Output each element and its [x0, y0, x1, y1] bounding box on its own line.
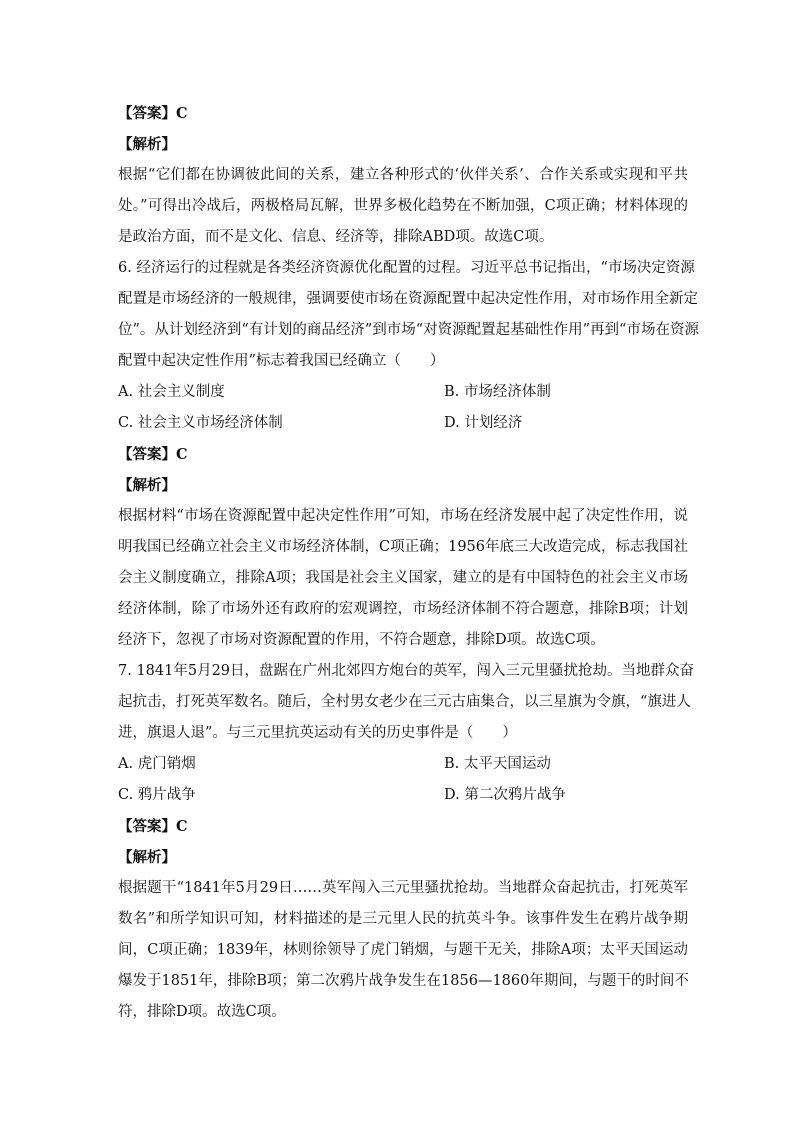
q6-analysis-line: 会主义制度确立，排除A项；我国是社会主义国家，建立的是有中国特色的社会主义市场: [118, 570, 688, 586]
q7-answer: 【答案】C: [118, 818, 188, 835]
q7-option-b: B. 太平天国运动: [444, 756, 551, 772]
q6-stem-line: 配置中起决定性作用”标志着我国已经确立（ ）: [118, 353, 445, 369]
q5-analysis-line: 是政治方面，而不是文化、信息、经济等，排除ABD项。故选C项。: [118, 229, 554, 245]
q6-analysis-label: 【解析】: [118, 477, 176, 494]
q7-analysis-line: 间，C项正确；1839年，林则徐领导了虎门销烟，与题干无关，排除A项；太平天国运动: [118, 942, 688, 958]
q7-options-row: [118, 749, 688, 780]
q6-stem-line: 位”。从计划经济到“有计划的商品经济”到市场“对资源配置起基础性作用”再到“市场在资源: [118, 322, 699, 338]
q6-options-row: [118, 377, 688, 408]
q7-option-d: D. 第二次鸦片战争: [444, 787, 566, 803]
q6-option-b: B. 市场经济体制: [444, 384, 551, 400]
q7-analysis-line: 符，排除D项。故选C项。: [118, 1004, 286, 1020]
q7-option-a: A. 虎门销烟: [118, 756, 196, 772]
q7-stem-line: 进，旗退人退”。与三元里抗英运动有关的历史事件是（ ）: [118, 725, 517, 741]
q7-analysis-line: 根据题干“1841年5月29日……英军闯入三元里骚扰抢劫。当地群众奋起抗击，打死英军: [118, 880, 688, 896]
q7-stem-line: 起抗击，打死英军数名。随后，全村男女老少在三元古庙集合，以三星旗为令旗，“旗进人: [118, 694, 691, 710]
q6-stem-line: 6. 经济运行的过程就是各类经济资源优化配置的过程。习近平总书记指出，“市场决定资源: [118, 260, 695, 276]
q7-stem-line: 7. 1841年5月29日，盘踞在广州北郊四方炮台的英军，闯入三元里骚扰抢劫。当地群众奋: [118, 663, 695, 679]
q6-option-c: C. 社会主义市场经济体制: [118, 415, 283, 431]
q7-options-row: [118, 780, 688, 811]
q6-options-row: [118, 408, 688, 439]
q6-option-d: D. 计划经济: [444, 415, 523, 431]
q7-analysis-label: 【解析】: [118, 849, 176, 866]
q7-analysis-line: 爆发于1851年，排除B项；第二次鸦片战争发生在1856—1860年期间，与题干的时间不: [118, 973, 689, 989]
q6-analysis-line: 经济下，忽视了市场对资源配置的作用，不符合题意，排除D项。故选C项。: [118, 632, 605, 648]
q6-answer: 【答案】C: [118, 446, 188, 463]
q5-analysis-line: 根据“它们都在协调彼此间的关系，建立各种形式的‘伙伴关系’、合作关系或实现和平共: [118, 167, 688, 183]
q6-analysis-line: 明我国已经确立社会主义市场经济体制，C项正确；1956年底三大改造完成，标志我国社: [118, 539, 688, 555]
q6-analysis-line: 根据材料“市场在资源配置中起决定性作用”可知，市场在经济发展中起了决定性作用，说: [118, 508, 688, 524]
q6-stem-line: 配置是市场经济的一般规律，强调要使市场在资源配置中起决定性作用，对市场作用全新定: [118, 291, 698, 307]
q6-analysis-line: 经济体制，除了市场外还有政府的宏观调控，市场经济体制不符合题意，排除B项；计划: [118, 601, 688, 617]
q7-option-c: C. 鸦片战争: [118, 787, 196, 803]
q7-analysis-line: 数名”和所学知识可知，材料描述的是三元里人民的抗英斗争。该事件发生在鸦片战争期: [118, 911, 688, 927]
q5-answer: 【答案】C: [118, 105, 188, 122]
document-page: [118, 98, 699, 1028]
q5-analysis-label: 【解析】: [118, 136, 176, 153]
q5-analysis-line: 处。”可得出冷战后，两极格局瓦解，世界多极化趋势在不断加强，C项正确；材料体现的: [118, 198, 688, 214]
q6-option-a: A. 社会主义制度: [118, 384, 225, 400]
